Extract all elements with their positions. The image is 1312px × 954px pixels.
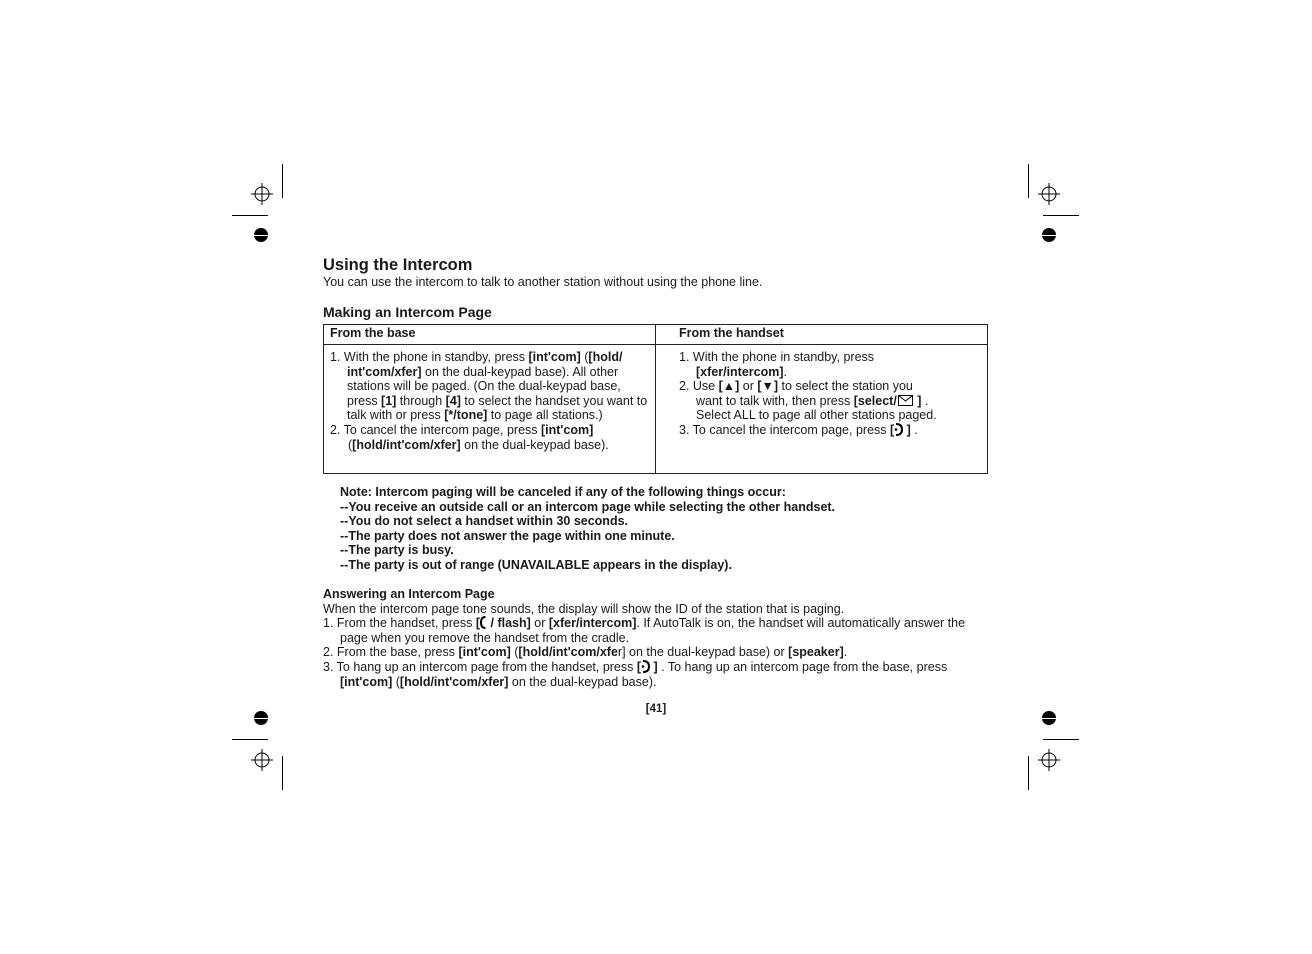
note-block (340, 485, 835, 573)
note-line: Note: Intercom paging will be canceled if any of the following things occur: (340, 485, 786, 499)
page-title: Using the Intercom (323, 256, 473, 274)
registration-target-icon (1038, 749, 1060, 771)
registration-dot-icon (1042, 228, 1056, 242)
crop-mark-icon (232, 739, 268, 740)
registration-target-icon (251, 183, 273, 205)
note-line: --The party is out of range (UNAVAILABLE appears in the display). (340, 557, 732, 572)
page-number: [41] (645, 703, 667, 715)
answering-step-3: 3. To hang up an intercom page from the handset, press [ ] . To hang up an intercom page from the base, press [int'com] ([hold/int'com/xfer] on the dual-keypad base). (323, 659, 948, 689)
handset-step-2: 2. Use [▲] or [▼] to select the station you want to talk with, then press [select/ ] . Select ALL to page all other stations paged. (679, 379, 937, 423)
crop-mark-icon (1028, 756, 1029, 790)
note-line: --The party is busy. (340, 543, 454, 558)
registration-dot-icon (254, 228, 268, 242)
crop-mark-icon (1043, 215, 1079, 216)
answering-section (323, 587, 993, 689)
base-step-1: 1. With the phone in standby, press [int'com] ([hold/ int'com/xfer] on the dual-keypad base). All other stations will be paged. (On the dual-keypad base, press [1] through [4] to select the handset you want to talk with or press [*/tone] to page all stations.) (330, 350, 648, 423)
base-step-2-cont: ([hold/int'com/xfer] on the dual-keypad base). (348, 437, 609, 452)
base-steps-cell (324, 345, 656, 474)
base-step-2: 2. To cancel the intercom page, press [int'com] (330, 422, 594, 437)
crop-mark-icon (282, 164, 283, 198)
column-header-base: From the base (324, 325, 656, 345)
envelope-icon (898, 395, 913, 406)
crop-mark-icon (282, 756, 283, 790)
handset-step-3: 3. To cancel the intercom page, press [ ] . (679, 422, 918, 437)
note-line: --The party does not answer the page within one minute. (340, 528, 675, 543)
making-page-heading: Making an Intercom Page (323, 304, 492, 320)
end-call-icon (894, 423, 903, 436)
crop-mark-icon (232, 215, 268, 216)
note-line: --You receive an outside call or an intercom page while selecting the other handset. (340, 499, 836, 514)
handset-steps-cell (656, 345, 988, 474)
talk-icon (480, 616, 487, 629)
registration-target-icon (251, 749, 273, 771)
column-header-handset: From the handset (656, 325, 988, 345)
section-intro: You can use the intercom to talk to another station without using the phone line. (323, 275, 763, 289)
intercom-steps-table (323, 324, 988, 474)
crop-mark-icon (1043, 739, 1079, 740)
answering-intro: When the intercom page tone sounds, the display will show the ID of the station that is paging. (323, 601, 845, 616)
crop-mark-icon (1028, 164, 1029, 198)
end-call-icon (641, 660, 650, 673)
handset-step-1: 1. With the phone in standby, press [xfer/intercom]. (679, 350, 875, 379)
registration-target-icon (1038, 183, 1060, 205)
answering-step-1: 1. From the handset, press [ / flash] or [xfer/intercom]. If AutoTalk is on, the handset will automatically answer the page when you remove the handset from the cradle. (323, 616, 966, 645)
answering-heading: Answering an Intercom Page (323, 587, 495, 601)
note-line: --You do not select a handset within 30 seconds. (340, 514, 629, 529)
answering-step-2: 2. From the base, press [int'com] ([hold/int'com/xfer] on the dual-keypad base) or [speaker]. (323, 645, 848, 660)
